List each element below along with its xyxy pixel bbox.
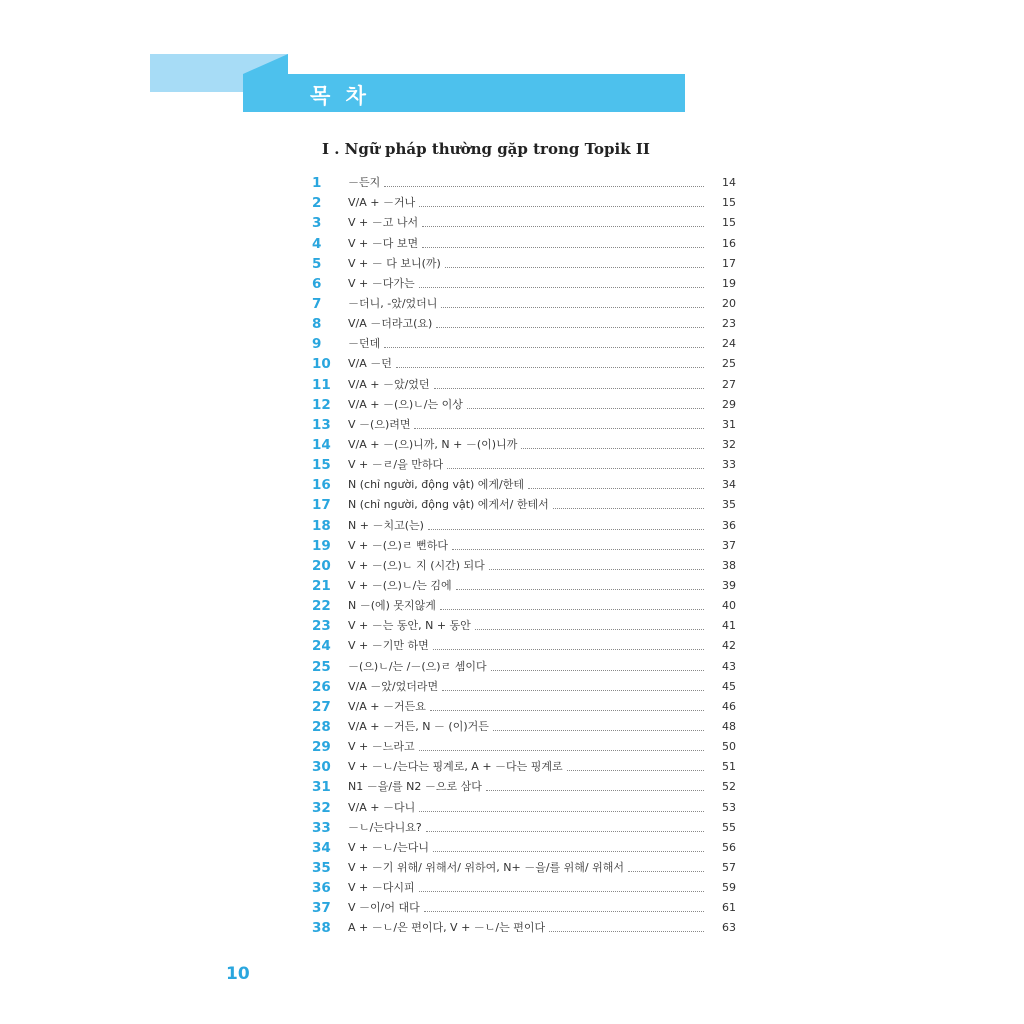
toc-entry-page: 61 [722,901,736,915]
toc-entry-page: 55 [722,820,736,834]
toc-entry-title: V －(으)려면 [348,417,411,431]
toc-entry-title: N (chỉ người, động vật) 에게/한테 [348,478,525,492]
toc-entry-title: －더니, -았/었더니 [348,296,438,310]
toc-entry [312,797,736,817]
toc-entry [312,596,736,616]
toc-entry-title: V + －(으)ㄴ/는 김에 [348,578,452,592]
toc-entry-number: 16 [312,477,331,494]
dot-leader [414,428,704,429]
toc-entry-title: V/A －더라고(요) [348,317,433,331]
dot-leader [419,891,704,892]
toc-entry-title: V + －기만 하면 [348,639,429,653]
section-title: I . Ngữ pháp thường gặp trong Topik II [322,140,650,158]
dot-leader [419,811,704,812]
dot-leader [436,327,704,328]
toc-entry-title: V/A + －거든, N － (이)거든 [348,719,489,733]
dot-leader [396,367,704,368]
toc-entry-page: 51 [722,760,736,774]
toc-entry-page: 37 [722,538,736,552]
toc-entry-title: V + －는 동안, N + 동안 [348,619,471,633]
toc-entry [312,898,736,918]
dot-leader [567,770,704,771]
toc-entry-number: 28 [312,718,331,735]
toc-entry-title: －던데 [348,337,381,351]
toc-entry-page: 42 [722,639,736,653]
dot-leader [442,690,704,691]
toc-entry-page: 35 [722,498,736,512]
dot-leader [467,408,704,409]
toc-entry-number: 6 [312,275,322,292]
toc-entry-page: 14 [722,176,736,190]
toc-entry [312,918,736,938]
toc-entry-page: 45 [722,679,736,693]
toc-entry [312,435,736,455]
toc-entry-title: N (chỉ người, động vật) 에게서/ 한테서 [348,498,549,512]
toc-entry-number: 22 [312,598,331,615]
dot-leader [491,670,704,671]
toc-entry-page: 41 [722,619,736,633]
toc-entry-number: 21 [312,577,331,594]
toc-entry [312,233,736,253]
dot-leader [430,710,704,711]
dot-leader [434,388,704,389]
dot-leader [441,307,704,308]
toc-entry-page: 33 [722,458,736,472]
toc-entry-page: 15 [722,216,736,230]
toc-entry-title: N + －치고(는) [348,518,424,532]
toc-entry-title: V + －다가는 [348,276,415,290]
toc-entry-number: 7 [312,295,322,312]
toc-entry-page: 40 [722,599,736,613]
toc-entry-title: V + －ㄴ/는다는 핑계로, A + －다는 핑계로 [348,760,563,774]
dot-leader [422,226,704,227]
toc-entry-page: 19 [722,276,736,290]
toc-entry-page: 16 [722,236,736,250]
dot-leader [521,448,704,449]
dot-leader [445,267,704,268]
toc-entry-number: 3 [312,215,322,232]
toc-entry [312,616,736,636]
toc-entry [312,495,736,515]
toc-entry-page: 56 [722,840,736,854]
toc-entry-number: 23 [312,618,331,635]
dot-leader [486,790,704,791]
dot-leader [433,851,704,852]
toc-entry-number: 36 [312,880,331,897]
toc-entry-number: 5 [312,255,322,272]
toc-entry-number: 34 [312,839,331,856]
toc-entry-number: 25 [312,658,331,675]
toc-entry-page: 23 [722,317,736,331]
toc-entry-title: －든지 [348,176,381,190]
table-of-contents [312,173,736,938]
toc-entry-number: 13 [312,416,331,433]
toc-entry [312,334,736,354]
toc-entry-page: 48 [722,719,736,733]
toc-entry-number: 26 [312,678,331,695]
toc-entry [312,717,736,737]
dot-leader [419,287,704,288]
toc-entry-title: V + －ㄹ/을 만하다 [348,458,444,472]
page-number: 10 [226,964,250,984]
dot-leader [428,529,704,530]
toc-entry-number: 9 [312,336,322,353]
dot-leader [433,649,704,650]
dot-leader [549,931,704,932]
toc-entry-title: V + － 다 보니(까) [348,256,441,270]
toc-entry-title: N －(에) 못지않게 [348,599,436,613]
toc-entry [312,656,736,676]
toc-entry-number: 27 [312,698,331,715]
toc-entry-number: 35 [312,859,331,876]
toc-entry-number: 19 [312,537,331,554]
toc-entry-page: 27 [722,377,736,391]
toc-entry-page: 17 [722,256,736,270]
dot-leader [424,911,704,912]
toc-entry-title: V + －기 위해/ 위해서/ 위하여, N+ －을/를 위해/ 위해서 [348,860,624,874]
toc-entry-title: V/A + －(으)ㄴ/는 이상 [348,397,463,411]
toc-entry [312,395,736,415]
toc-entry [312,636,736,656]
toc-entry [312,515,736,535]
dot-leader [419,750,704,751]
toc-entry-title: V/A －았/었더라면 [348,679,439,693]
toc-entry-page: 63 [722,921,736,935]
dot-leader [419,206,704,207]
toc-entry-number: 10 [312,356,331,373]
toc-entry-number: 15 [312,457,331,474]
toc-entry-title: V + －다 보면 [348,236,419,250]
toc-entry-number: 18 [312,517,331,534]
page-title: 목 차 [310,84,370,108]
toc-entry-title: V + －(으)ㄹ 뻔하다 [348,538,448,552]
dot-leader [528,488,704,489]
dot-leader [553,508,704,509]
toc-entry-title: V/A + －았/었던 [348,377,430,391]
toc-entry [312,294,736,314]
toc-entry-number: 24 [312,638,331,655]
toc-entry [312,455,736,475]
toc-entry-title: V/A + －거든요 [348,699,426,713]
toc-entry-title: V + －고 나서 [348,216,419,230]
toc-entry [312,838,736,858]
toc-entry-page: 29 [722,397,736,411]
dot-leader [475,629,704,630]
toc-entry-number: 4 [312,235,322,252]
dot-leader [628,871,704,872]
toc-entry-number: 12 [312,396,331,413]
toc-entry-number: 20 [312,557,331,574]
toc-entry [312,536,736,556]
dot-leader [447,468,704,469]
header-banner-notch [243,54,288,74]
toc-entry-title: －ㄴ/는다니요? [348,820,422,834]
toc-entry [312,475,736,495]
toc-entry-page: 25 [722,357,736,371]
toc-entry-title: A + －ㄴ/은 편이다, V + －ㄴ/는 편이다 [348,921,546,935]
toc-entry [312,415,736,435]
toc-entry [312,354,736,374]
toc-entry-number: 38 [312,920,331,937]
toc-entry-number: 29 [312,739,331,756]
toc-entry-title: V/A －던 [348,357,392,371]
toc-entry-page: 34 [722,478,736,492]
toc-entry-number: 30 [312,759,331,776]
toc-entry [312,677,736,697]
toc-entry-page: 36 [722,518,736,532]
dot-leader [426,831,704,832]
toc-entry-page: 57 [722,860,736,874]
toc-entry-number: 2 [312,195,322,212]
toc-entry-page: 24 [722,337,736,351]
toc-entry-title: V/A + －다니 [348,800,416,814]
toc-entry-number: 8 [312,316,322,333]
toc-entry [312,818,736,838]
toc-entry-title: V + －느라고 [348,740,415,754]
toc-entry-page: 39 [722,578,736,592]
toc-entry-number: 37 [312,900,331,917]
toc-entry-title: V －이/어 대다 [348,901,420,915]
toc-entry-page: 50 [722,740,736,754]
toc-entry-page: 20 [722,296,736,310]
toc-entry-number: 1 [312,175,322,192]
dot-leader [493,730,704,731]
toc-entry-number: 17 [312,497,331,514]
toc-entry-title: V + －ㄴ/는다니 [348,840,429,854]
toc-entry-number: 33 [312,819,331,836]
toc-entry-page: 59 [722,881,736,895]
toc-entry [312,314,736,334]
toc-entry-title: N1 －을/를 N2 －으로 삼다 [348,780,482,794]
toc-entry [312,878,736,898]
dot-leader [456,589,704,590]
toc-entry-page: 43 [722,659,736,673]
toc-entry-page: 52 [722,780,736,794]
toc-entry [312,697,736,717]
toc-entry [312,274,736,294]
toc-entry [312,374,736,394]
toc-entry-page: 32 [722,437,736,451]
toc-entry-page: 31 [722,417,736,431]
dot-leader [422,247,704,248]
toc-entry-title: V/A + －거나 [348,196,416,210]
toc-entry-title: V/A + －(으)니까, N + －(이)니까 [348,437,518,451]
toc-entry [312,193,736,213]
toc-entry [312,777,736,797]
toc-entry-number: 14 [312,436,331,453]
toc-entry-number: 32 [312,799,331,816]
dot-leader [384,186,704,187]
toc-entry-title: V + －다시피 [348,881,415,895]
toc-entry [312,858,736,878]
toc-entry-page: 15 [722,196,736,210]
toc-entry-number: 11 [312,376,331,393]
toc-entry-title: V + －(으)ㄴ 지 (시간) 되다 [348,558,485,572]
toc-entry-page: 38 [722,558,736,572]
toc-entry [312,576,736,596]
dot-leader [440,609,704,610]
toc-entry [312,737,736,757]
toc-entry [312,173,736,193]
toc-entry [312,556,736,576]
dot-leader [384,347,704,348]
toc-entry-page: 53 [722,800,736,814]
toc-entry [312,213,736,233]
dot-leader [452,549,704,550]
toc-entry [312,757,736,777]
toc-entry [312,254,736,274]
toc-entry-title: －(으)ㄴ/는 /－(으)ㄹ 셈이다 [348,659,487,673]
toc-entry-page: 46 [722,699,736,713]
toc-entry-number: 31 [312,779,331,796]
dot-leader [489,569,704,570]
